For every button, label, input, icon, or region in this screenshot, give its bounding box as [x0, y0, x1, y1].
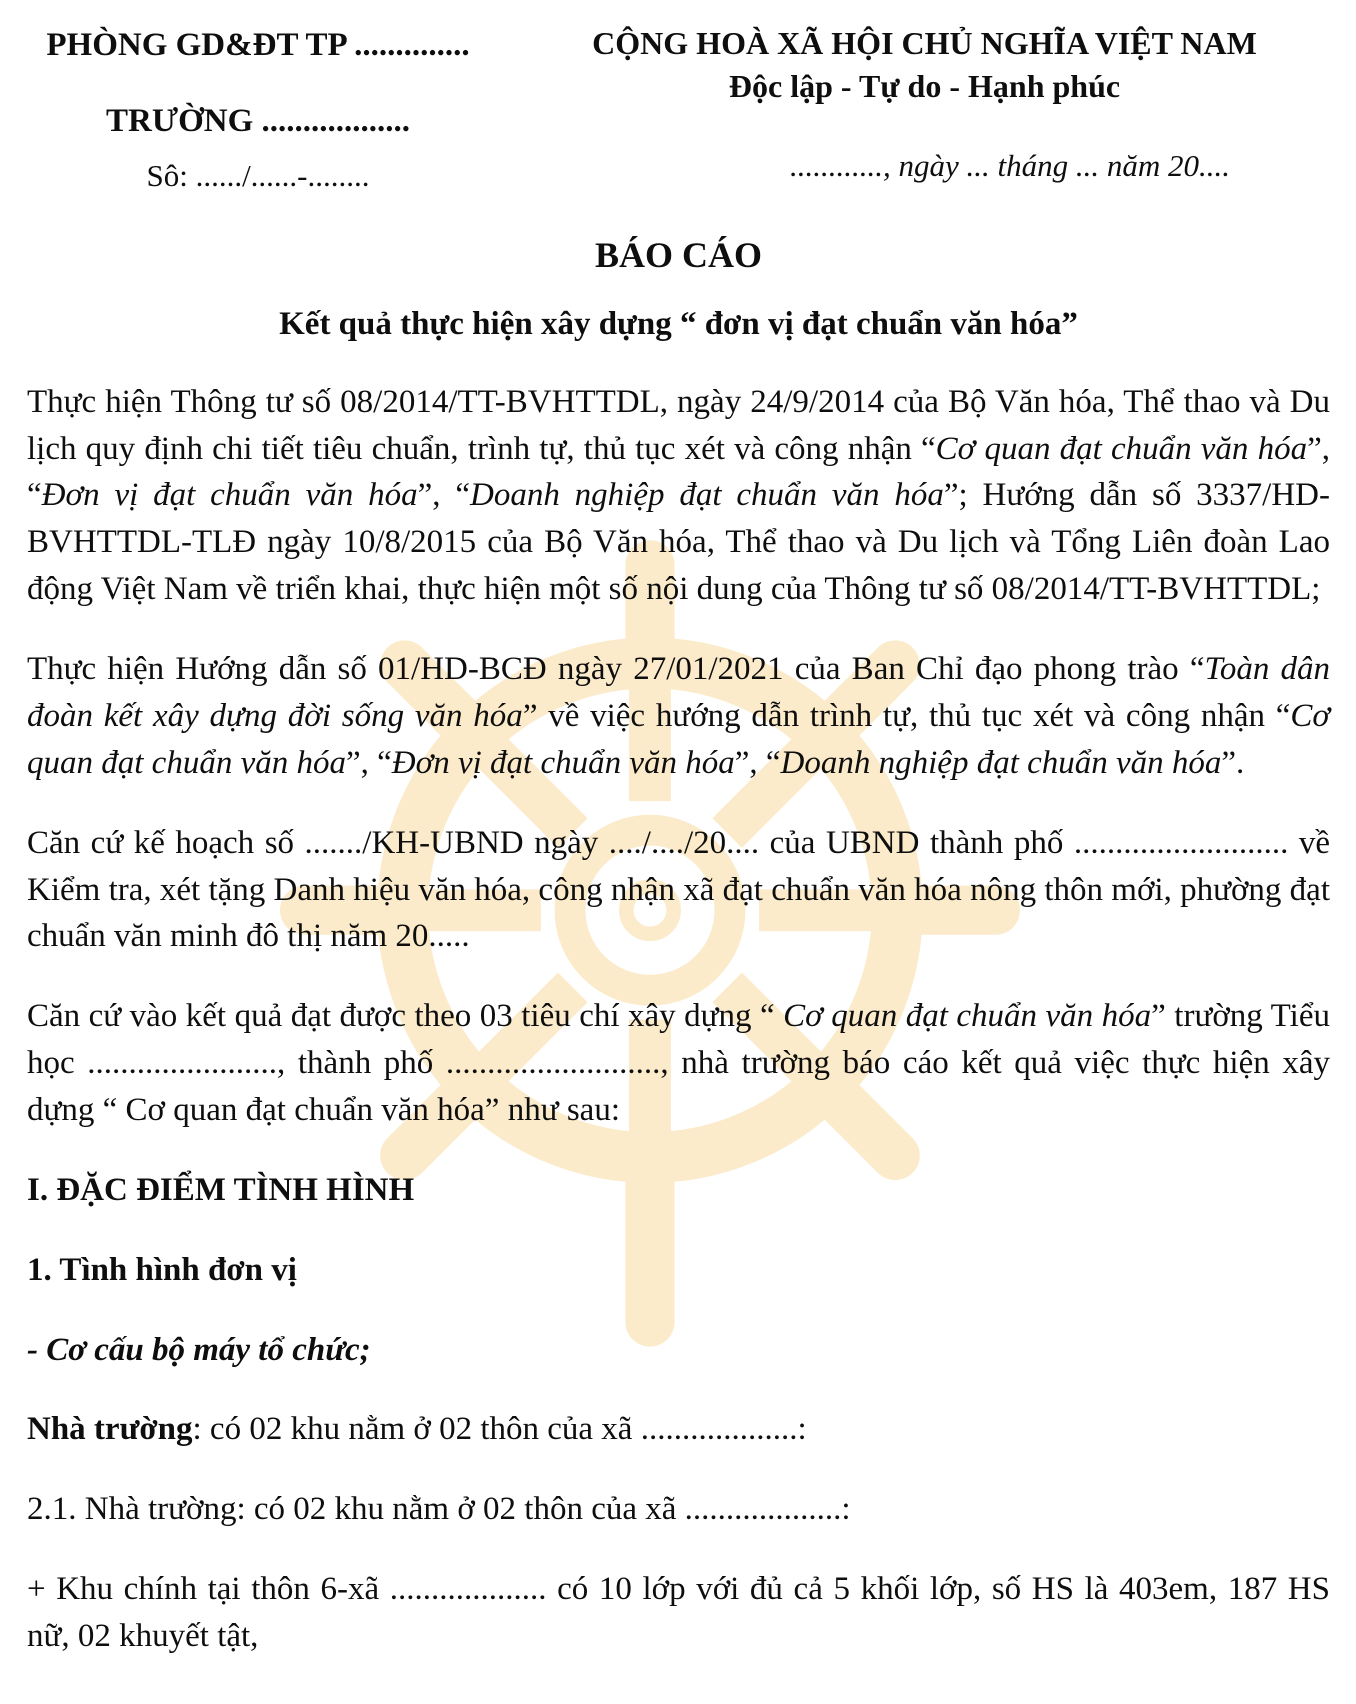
country-name-line: CỘNG HOÀ XÃ HỘI CHỦ NGHĨA VIỆT NAM	[592, 25, 1257, 61]
doc-number-line: Sô: ....../......-........	[146, 158, 370, 194]
national-motto-block	[489, 22, 1330, 188]
motto-line: Độc lập - Tự do - Hạnh phúc	[728, 68, 1121, 105]
place-date-line: ............, ngày ... tháng ... năm 20....	[789, 148, 1230, 184]
paragraph-huong-dan-01: Thực hiện Hướng dẫn số 01/HD-BCĐ ngày 27/01/2021 của Ban Chỉ đạo phong trào “Toàn dân đoàn kết xây dựng đời sống văn hóa” về việc hướng dẫn trình tự, thủ tục xét và công nhận “Cơ quan đạt chuẩn văn hóa”, “Đơn vị đạt chuẩn văn hóa”, “Doanh nghiệp đạt chuẩn văn hóa”.	[27, 651, 1330, 781]
paragraph-can-cu-ket-qua: Căn cứ vào kết quả đạt được theo 03 tiêu chí xây dựng “ Cơ quan đạt chuẩn văn hóa” trường Tiểu học ......................., thành phố .........................., nhà trường báo cáo kết quả việc thực hiện xây dựng “ Cơ quan đạt chuẩn văn hóa” như sau:	[27, 998, 1330, 1128]
doc-body	[27, 379, 1330, 1660]
paragraph-khu-chinh: + Khu chính tại thôn 6-xã ................... có 10 lớp với đủ cả 5 khối lớp, số HS là 403em, 187 HS nữ, 02 khuyết tật,	[27, 1571, 1330, 1654]
doc-title: BÁO CÁO	[594, 234, 762, 275]
document-header	[27, 22, 1330, 198]
subsection-tinh-hinh-don-vi: 1. Tình hình đơn vị	[27, 1251, 297, 1288]
section-heading-dac-diem: I. ĐẶC ĐIỂM TÌNH HÌNH	[27, 1171, 415, 1208]
paragraph-2-1-nha-truong: 2.1. Nhà trường: có 02 khu nằm ở 02 thôn của xã ...................:	[27, 1491, 851, 1528]
paragraph-nha-truong: Nhà trường: có 02 khu nằm ở 02 thôn của xã ...................:	[27, 1411, 807, 1448]
org-parent-line: PHÒNG GD&ĐT TP ..............	[46, 27, 470, 63]
issuing-org-block	[27, 22, 489, 198]
item-co-cau-bo-may: - Cơ cấu bộ máy tổ chức;	[27, 1331, 371, 1368]
paragraph-can-cu-ke-hoach: Căn cứ kế hoạch số ......./KH-UBND ngày ..../..../20.... của UBND thành phố .......................... về Kiểm tra, xét tặng Danh hiệu văn hóa, công nhận xã đạt chuẩn văn hóa nông thôn mới, phường đạt chuẩn văn minh đô thị năm 20.....	[27, 824, 1330, 955]
org-school-line: TRƯỜNG ..................	[105, 103, 411, 140]
paragraph-thong-tu-08: Thực hiện Thông tư số 08/2014/TT-BVHTTDL, ngày 24/9/2014 của Bộ Văn hóa, Thể thao và Du lịch quy định chi tiết tiêu chuẩn, trình tự, thủ tục xét và công nhận “Cơ quan đạt chuẩn văn hóa”, “Đơn vị đạt chuẩn văn hóa”, “Doanh nghiệp đạt chuẩn văn hóa”; Hướng dẫn số 3337/HD-BVHTTDL-TLĐ ngày 10/8/2015 của Bộ Văn hóa, Thể thao và Du lịch và Tổng Liên đoàn Lao động Việt Nam về triển khai, thực hiện một số nội dung của Thông tư số 08/2014/TT-BVHTTDL;	[27, 383, 1330, 608]
doc-subtitle: Kết quả thực hiện xây dựng “ đơn vị đạt chuẩn văn hóa”	[279, 305, 1078, 342]
